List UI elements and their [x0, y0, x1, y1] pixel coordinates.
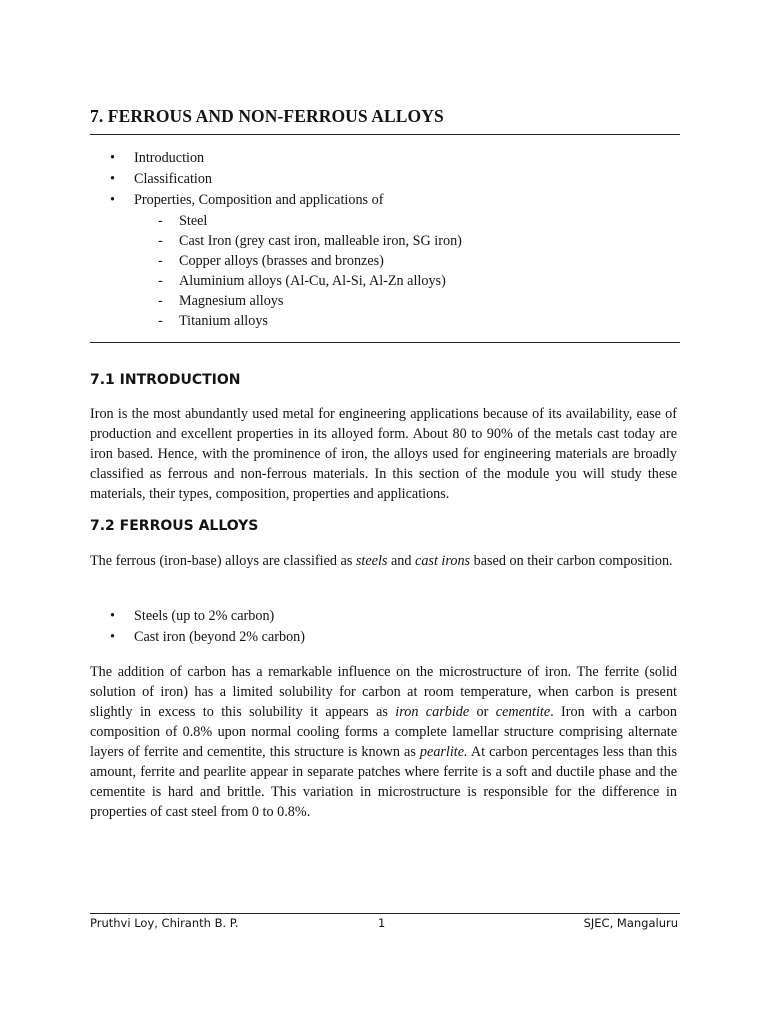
- section-heading-ferrous-alloys: 7.2 FERROUS ALLOYS: [90, 518, 259, 534]
- outline-item-properties: [90, 190, 462, 331]
- emphasis-pearlite: pearlite.: [419, 744, 468, 760]
- ferrous-classification-list: [90, 606, 305, 648]
- text-run: or: [469, 704, 496, 720]
- page-number: 1: [378, 916, 386, 930]
- sublist-item: - Cast Iron (grey cast iron, malleable iron, SG iron): [134, 231, 462, 251]
- chapter-outline: [90, 148, 462, 331]
- text-run: and: [387, 553, 416, 569]
- outline-item-label: Properties, Composition and applications of: [134, 192, 384, 208]
- text-run: At carbon percentages less than this amount, ferrite and pearlite appear in separate patches where ferrite is a soft and ductile phase and the cementite is hard and brittle. This variation in microstructure is responsible for the difference in properties of cast steel from 0 to 0.8%.: [90, 744, 677, 820]
- text-run: based on their carbon composition.: [470, 553, 673, 569]
- list-item: • Steels (up to 2% carbon): [90, 606, 305, 627]
- emphasis-cementite: cementite: [495, 704, 551, 720]
- sublist-item: - Steel: [134, 211, 462, 231]
- footer-authors: Pruthvi Loy, Chiranth B. P.: [90, 916, 239, 930]
- footer-divider: [90, 913, 680, 914]
- text-run: The ferrous (iron-base) alloys are classified as: [90, 553, 356, 569]
- outline-sublist: [134, 211, 462, 331]
- list-item: • Cast iron (beyond 2% carbon): [90, 627, 305, 648]
- ferrous-intro-paragraph: [90, 551, 677, 571]
- text-run: The addition of carbon has a remarkable influence on the microstructure of iron. The ferrite (solid solution of iron) has a limited solubility for carbon at room temperature, when carbon is present slightly in excess to this solubility it appears as: [90, 664, 677, 720]
- emphasis-cast-irons: cast irons: [415, 553, 471, 569]
- title-divider: [90, 134, 680, 135]
- emphasis-steels: steels: [355, 553, 388, 569]
- footer-institution: SJEC, Mangaluru: [583, 916, 678, 930]
- text-run: . Iron with a carbon composition of 0.8% upon normal cooling forms a complete lamellar structure comprising alternate layers of ferrite and cementite, this structure is known as: [90, 704, 677, 760]
- section-heading-introduction: 7.1 INTRODUCTION: [90, 372, 241, 388]
- outline-item: • Introduction: [90, 148, 462, 169]
- chapter-title: 7. FERROUS AND NON-FERROUS ALLOYS: [90, 106, 444, 126]
- outline-divider: [90, 342, 680, 343]
- introduction-paragraph: Iron is the most abundantly used metal for engineering applications because of its availability, ease of production and excellent properties in its alloyed form. About 80 to 90% of the metals cast today are iron based. Hence, with the prominence of iron, the alloys used for engineering materials are broadly classified as ferrous and non-ferrous materials. In this section of the module you will study these materials, their types, composition, properties and applications.: [90, 406, 677, 502]
- sublist-item: - Aluminium alloys (Al-Cu, Al-Si, Al-Zn alloys): [134, 271, 462, 291]
- carbon-microstructure-paragraph: [90, 662, 677, 822]
- outline-item: • Classification: [90, 169, 462, 190]
- emphasis-iron-carbide: iron carbide: [395, 704, 470, 720]
- sublist-item: - Copper alloys (brasses and bronzes): [134, 251, 462, 271]
- sublist-item: - Titanium alloys: [134, 311, 462, 331]
- sublist-item: - Magnesium alloys: [134, 291, 462, 311]
